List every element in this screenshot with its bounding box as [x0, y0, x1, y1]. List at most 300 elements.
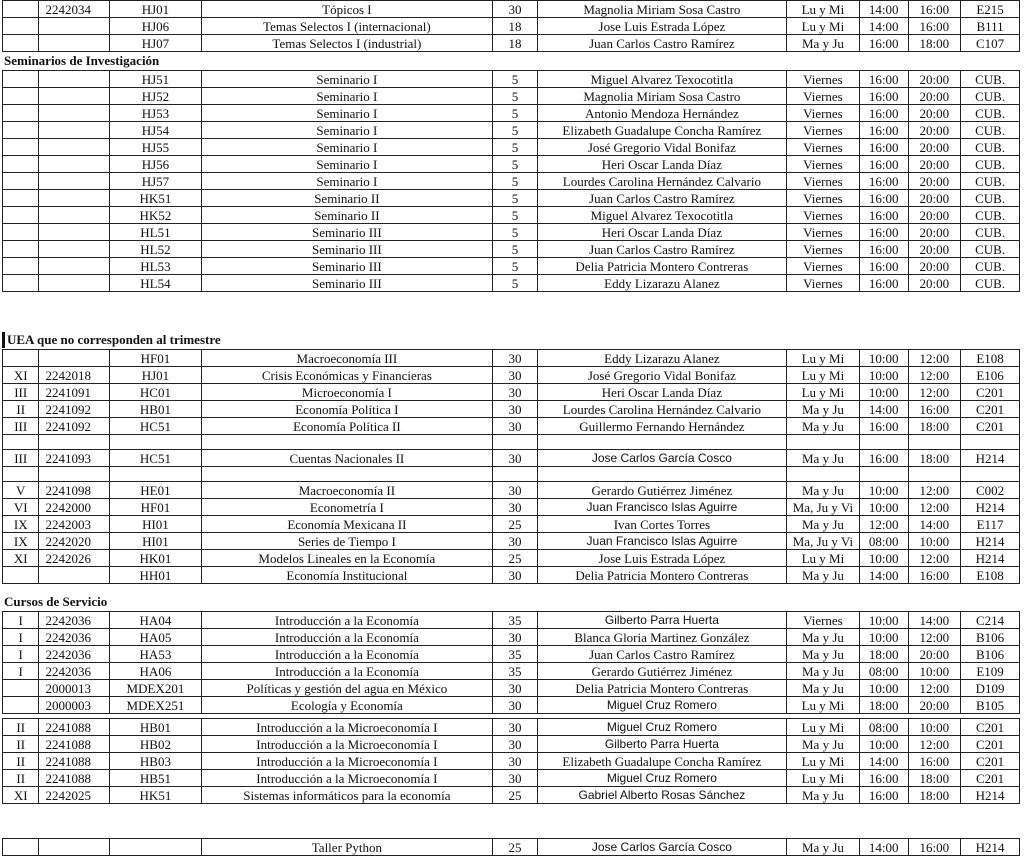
cell-end: 20:00: [908, 156, 961, 173]
cell-name: [201, 467, 493, 482]
cell-prof: Magnolia Miriam Sosa Castro: [537, 1, 786, 18]
cell-room: C201: [961, 719, 1020, 736]
table-row: [3, 224, 1020, 241]
cell-room: E108: [961, 567, 1020, 584]
cell-grp: HJ57: [110, 173, 201, 190]
cell-name: Economía Institucional: [201, 567, 493, 584]
cell-name: Temas Selectos I (internacional): [201, 18, 493, 35]
cell-cap: [493, 435, 538, 450]
cell-prof: Jose Luis Estrada López: [537, 550, 786, 567]
cell-prof: Miguel Cruz Romero: [537, 770, 786, 787]
table-row: [3, 173, 1020, 190]
cell-prof: Gerardo Gutiérrez Jiménez: [537, 482, 786, 499]
cell-name: Macroeconomía II: [201, 482, 493, 499]
cell-lvl: I: [3, 612, 39, 629]
cell-room: E108: [961, 350, 1020, 367]
cell-grp: HA06: [110, 663, 201, 680]
cell-start: 16:00: [859, 105, 908, 122]
cell-room: [961, 467, 1020, 482]
cell-prof: Juan Francisco Islas Aguirre: [537, 499, 786, 516]
cell-lvl: XI: [3, 367, 39, 384]
table-row: [3, 719, 1020, 736]
cell-prof: Jose Luis Estrada López: [537, 18, 786, 35]
table-row: [3, 663, 1020, 680]
table-row: [3, 71, 1020, 88]
cell-end: 20:00: [908, 88, 961, 105]
table-row: [3, 516, 1020, 533]
seminars-table: [2, 70, 1020, 292]
cell-start: 10:00: [859, 629, 908, 646]
cell-prof: Gerardo Gutiérrez Jiménez: [537, 663, 786, 680]
table-row: [3, 533, 1020, 550]
cell-prof: José Gregorio Vidal Bonifaz: [537, 139, 786, 156]
cell-room: C002: [961, 482, 1020, 499]
cell-days: Viernes: [786, 258, 859, 275]
cell-days: Viernes: [786, 156, 859, 173]
cell-grp: HJ06: [110, 18, 201, 35]
cell-days: Ma y Ju: [786, 35, 859, 52]
cell-key: [39, 435, 110, 450]
cell-prof: Miguel Alvarez Texocotitla: [537, 71, 786, 88]
cell-end: 12:00: [908, 384, 961, 401]
table-row: [3, 207, 1020, 224]
cell-key: [39, 18, 110, 35]
cell-lvl: III: [3, 384, 39, 401]
cell-grp: HJ07: [110, 35, 201, 52]
cell-cap: 18: [493, 35, 538, 52]
cell-name: Modelos Lineales en la Economía: [201, 550, 493, 567]
cell-end: 18:00: [908, 450, 961, 467]
cell-room: C201: [961, 384, 1020, 401]
cell-days: Viernes: [786, 173, 859, 190]
cell-name: Seminario III: [201, 241, 493, 258]
cell-days: Ma y Ju: [786, 418, 859, 435]
cell-grp: HJ01: [110, 1, 201, 18]
cell-key: [39, 156, 110, 173]
cell-end: 18:00: [908, 787, 961, 804]
cell-lvl: [3, 275, 39, 292]
cell-days: Lu y Mi: [786, 719, 859, 736]
cell-days: Lu y Mi: [786, 384, 859, 401]
cell-end: 20:00: [908, 207, 961, 224]
cell-start: 18:00: [859, 697, 908, 714]
cell-lvl: [3, 139, 39, 156]
cell-days: Ma y Ju: [786, 680, 859, 697]
cell-cap: 5: [493, 139, 538, 156]
cell-name: Seminario II: [201, 207, 493, 224]
cell-key: [39, 105, 110, 122]
cell-cap: 5: [493, 241, 538, 258]
cell-name: Seminario I: [201, 139, 493, 156]
cell-cap: 30: [493, 401, 538, 418]
cell-cap: 5: [493, 275, 538, 292]
cell-room: CUB.: [961, 156, 1020, 173]
cell-key: 2241088: [39, 753, 110, 770]
cell-cap: 5: [493, 258, 538, 275]
cell-days: Viernes: [786, 88, 859, 105]
table-row: [3, 190, 1020, 207]
cell-cap: 5: [493, 207, 538, 224]
cell-prof: Elizabeth Guadalupe Concha Ramírez: [537, 753, 786, 770]
table-row: [3, 567, 1020, 584]
cell-start: 16:00: [859, 156, 908, 173]
cell-name: Cuentas Nacionales II: [201, 450, 493, 467]
cell-prof: Eddy Lizarazu Alanez: [537, 275, 786, 292]
cell-start: 14:00: [859, 753, 908, 770]
cell-grp: HJ01: [110, 367, 201, 384]
python-workshop-table: [2, 838, 1020, 856]
cell-grp: HL52: [110, 241, 201, 258]
cell-cap: 5: [493, 88, 538, 105]
cell-cap: 30: [493, 1, 538, 18]
cell-lvl: [3, 1, 39, 18]
cell-start: 16:00: [859, 173, 908, 190]
cell-days: [786, 435, 859, 450]
cell-room: C201: [961, 770, 1020, 787]
table-row: [3, 122, 1020, 139]
cell-room: CUB.: [961, 224, 1020, 241]
cell-grp: [110, 839, 201, 856]
table-row: [3, 435, 1020, 450]
cell-prof: Juan Carlos Castro Ramírez: [537, 35, 786, 52]
table-row: [3, 88, 1020, 105]
cell-end: 12:00: [908, 736, 961, 753]
cell-name: Economía Política I: [201, 401, 493, 418]
cell-end: 20:00: [908, 71, 961, 88]
table-row: [3, 550, 1020, 567]
cell-days: Viernes: [786, 207, 859, 224]
cell-name: Seminario I: [201, 71, 493, 88]
cell-prof: Elizabeth Guadalupe Concha Ramírez: [537, 122, 786, 139]
cell-cap: 35: [493, 646, 538, 663]
cell-name: Econometría I: [201, 499, 493, 516]
cell-prof: Ivan Cortes Torres: [537, 516, 786, 533]
cell-days: Ma y Ju: [786, 839, 859, 856]
cell-name: Seminario I: [201, 156, 493, 173]
cell-room: CUB.: [961, 241, 1020, 258]
table-row: [3, 839, 1020, 856]
cell-room: C201: [961, 736, 1020, 753]
cell-grp: HJ55: [110, 139, 201, 156]
cell-end: 12:00: [908, 350, 961, 367]
cell-key: 2241088: [39, 770, 110, 787]
cell-room: E117: [961, 516, 1020, 533]
cell-grp: HK51: [110, 190, 201, 207]
cell-prof: Gabriel Alberto Rosas Sánchez: [537, 787, 786, 804]
cell-key: 2242026: [39, 550, 110, 567]
cell-start: 16:00: [859, 224, 908, 241]
cell-lvl: II: [3, 753, 39, 770]
cell-name: Introducción a la Economía: [201, 612, 493, 629]
cell-grp: HB02: [110, 736, 201, 753]
cell-room: C201: [961, 401, 1020, 418]
cell-name: Seminario I: [201, 122, 493, 139]
cell-name: Introducción a la Microeconomía I: [201, 770, 493, 787]
cell-prof: Juan Carlos Castro Ramírez: [537, 646, 786, 663]
cell-name: Políticas y gestión del agua en México: [201, 680, 493, 697]
cell-cap: 35: [493, 612, 538, 629]
cell-days: Ma y Ju: [786, 663, 859, 680]
cell-grp: HC51: [110, 450, 201, 467]
cell-cap: 5: [493, 122, 538, 139]
table-row: [3, 139, 1020, 156]
cell-cap: 25: [493, 550, 538, 567]
cell-key: 2241088: [39, 719, 110, 736]
cell-days: [786, 467, 859, 482]
cell-name: Crisis Económicas y Financieras: [201, 367, 493, 384]
cell-room: H214: [961, 533, 1020, 550]
cell-lvl: [3, 350, 39, 367]
cell-end: 20:00: [908, 173, 961, 190]
table-row: [3, 156, 1020, 173]
cell-days: Ma, Ju y Vi: [786, 499, 859, 516]
cell-prof: Miguel Alvarez Texocotitla: [537, 207, 786, 224]
cell-lvl: I: [3, 629, 39, 646]
table-row: [3, 753, 1020, 770]
cell-name: Seminario I: [201, 88, 493, 105]
cell-room: CUB.: [961, 258, 1020, 275]
top-course-table: [2, 0, 1020, 52]
cell-name: Introducción a la Economía: [201, 663, 493, 680]
cell-room: C201: [961, 753, 1020, 770]
cell-room: C107: [961, 35, 1020, 52]
cell-end: 14:00: [908, 516, 961, 533]
cell-name: Seminario III: [201, 224, 493, 241]
cell-name: Temas Selectos I (industrial): [201, 35, 493, 52]
table-row: [3, 105, 1020, 122]
cell-room: CUB.: [961, 88, 1020, 105]
cell-days: Viernes: [786, 275, 859, 292]
cell-start: 16:00: [859, 190, 908, 207]
cell-lvl: II: [3, 401, 39, 418]
table-row: [3, 241, 1020, 258]
cell-end: 18:00: [908, 35, 961, 52]
cell-days: Viernes: [786, 241, 859, 258]
cell-lvl: [3, 35, 39, 52]
cell-key: 2242034: [39, 1, 110, 18]
cell-start: 10:00: [859, 482, 908, 499]
table-row: [3, 697, 1020, 714]
cell-room: C214: [961, 612, 1020, 629]
cell-cap: 30: [493, 567, 538, 584]
cell-start: 14:00: [859, 567, 908, 584]
cell-end: 16:00: [908, 401, 961, 418]
cell-key: [39, 207, 110, 224]
cell-grp: HI01: [110, 516, 201, 533]
cell-start: 14:00: [859, 18, 908, 35]
cell-days: Viernes: [786, 190, 859, 207]
cell-prof: Jose Carlos García Cosco: [537, 450, 786, 467]
cell-key: [39, 224, 110, 241]
cell-prof: José Gregorio Vidal Bonifaz: [537, 367, 786, 384]
cell-cap: 5: [493, 190, 538, 207]
cell-name: Introducción a la Microeconomía I: [201, 719, 493, 736]
service-section-title: Cursos de Servicio: [4, 594, 108, 609]
cell-grp: HB01: [110, 719, 201, 736]
cell-cap: 25: [493, 787, 538, 804]
cell-prof: Miguel Cruz Romero: [537, 697, 786, 714]
cell-cap: 30: [493, 770, 538, 787]
cell-lvl: [3, 224, 39, 241]
cell-cap: 30: [493, 533, 538, 550]
table-row: [3, 367, 1020, 384]
cell-prof: Juan Francisco Islas Aguirre: [537, 533, 786, 550]
cell-end: 10:00: [908, 719, 961, 736]
cell-cap: 30: [493, 482, 538, 499]
cell-grp: HI01: [110, 533, 201, 550]
cell-room: D109: [961, 680, 1020, 697]
cell-lvl: I: [3, 663, 39, 680]
cell-grp: HF01: [110, 350, 201, 367]
cell-start: 18:00: [859, 646, 908, 663]
cell-start: 16:00: [859, 122, 908, 139]
cell-key: 2242036: [39, 663, 110, 680]
cell-room: H214: [961, 787, 1020, 804]
cell-name: Economía Política II: [201, 418, 493, 435]
cell-cap: 25: [493, 839, 538, 856]
cell-grp: HL54: [110, 275, 201, 292]
cell-start: 16:00: [859, 275, 908, 292]
cell-grp: HJ53: [110, 105, 201, 122]
cell-lvl: [3, 156, 39, 173]
cell-end: 12:00: [908, 367, 961, 384]
cell-name: Taller Python: [201, 839, 493, 856]
cell-days: Ma y Ju: [786, 736, 859, 753]
cell-cap: 18: [493, 18, 538, 35]
cell-cap: 30: [493, 418, 538, 435]
table-row: [3, 35, 1020, 52]
cell-prof: [537, 467, 786, 482]
cell-start: 16:00: [859, 207, 908, 224]
off-trimester-section-title: UEA que no corresponden al trimestre: [2, 332, 221, 348]
cell-lvl: III: [3, 418, 39, 435]
cell-grp: HL51: [110, 224, 201, 241]
cell-cap: 25: [493, 516, 538, 533]
cell-grp: HL53: [110, 258, 201, 275]
cell-grp: HA04: [110, 612, 201, 629]
cell-prof: Heri Oscar Landa Díaz: [537, 156, 786, 173]
cell-grp: MDEX251: [110, 697, 201, 714]
cell-days: Lu y Mi: [786, 697, 859, 714]
cell-name: Seminario I: [201, 105, 493, 122]
cell-prof: Delia Patricia Montero Contreras: [537, 258, 786, 275]
cell-start: 10:00: [859, 499, 908, 516]
cell-name: Sistemas informáticos para la economía: [201, 787, 493, 804]
cell-room: B105: [961, 697, 1020, 714]
cell-cap: 30: [493, 450, 538, 467]
cell-grp: HA53: [110, 646, 201, 663]
cell-prof: Eddy Lizarazu Alanez: [537, 350, 786, 367]
table-row: [3, 612, 1020, 629]
cell-prof: [537, 435, 786, 450]
table-row: [3, 18, 1020, 35]
cell-start: 16:00: [859, 787, 908, 804]
cell-cap: 5: [493, 224, 538, 241]
table-row: [3, 418, 1020, 435]
cell-days: Lu y Mi: [786, 350, 859, 367]
cell-end: [908, 435, 961, 450]
cell-grp: HE01: [110, 482, 201, 499]
cell-lvl: IX: [3, 533, 39, 550]
cell-key: [39, 173, 110, 190]
cell-lvl: [3, 467, 39, 482]
cell-cap: 5: [493, 71, 538, 88]
cell-end: 12:00: [908, 629, 961, 646]
cell-end: 10:00: [908, 663, 961, 680]
cell-lvl: [3, 88, 39, 105]
cell-key: 2242020: [39, 533, 110, 550]
table-row: [3, 770, 1020, 787]
cell-name: Seminario I: [201, 173, 493, 190]
cell-days: Lu y Mi: [786, 753, 859, 770]
cell-end: 12:00: [908, 550, 961, 567]
cell-room: CUB.: [961, 190, 1020, 207]
cell-start: 10:00: [859, 680, 908, 697]
cell-lvl: [3, 105, 39, 122]
cell-end: 12:00: [908, 499, 961, 516]
cell-start: 16:00: [859, 139, 908, 156]
cell-start: 10:00: [859, 550, 908, 567]
cell-cap: 30: [493, 753, 538, 770]
cell-room: E215: [961, 1, 1020, 18]
cell-name: Introducción a la Microeconomía I: [201, 753, 493, 770]
cell-grp: HC01: [110, 384, 201, 401]
cell-cap: 30: [493, 719, 538, 736]
cell-days: Ma y Ju: [786, 482, 859, 499]
cell-name: Seminario III: [201, 258, 493, 275]
cell-room: CUB.: [961, 173, 1020, 190]
table-row: [3, 350, 1020, 367]
cell-name: Macroeconomía III: [201, 350, 493, 367]
cell-room: CUB.: [961, 139, 1020, 156]
cell-days: Viernes: [786, 612, 859, 629]
cell-start: 16:00: [859, 71, 908, 88]
cell-days: Ma y Ju: [786, 629, 859, 646]
cell-cap: 30: [493, 367, 538, 384]
cell-room: CUB.: [961, 207, 1020, 224]
cell-end: 20:00: [908, 241, 961, 258]
cell-key: 2242003: [39, 516, 110, 533]
cell-lvl: IX: [3, 516, 39, 533]
cell-end: 18:00: [908, 418, 961, 435]
cell-room: [961, 435, 1020, 450]
cell-start: 10:00: [859, 384, 908, 401]
cell-room: CUB.: [961, 71, 1020, 88]
cell-days: Ma y Ju: [786, 646, 859, 663]
cell-key: [39, 35, 110, 52]
cell-grp: HK51: [110, 787, 201, 804]
cell-start: 16:00: [859, 35, 908, 52]
cell-grp: HJ56: [110, 156, 201, 173]
cell-cap: 30: [493, 499, 538, 516]
cell-cap: 30: [493, 350, 538, 367]
cell-lvl: V: [3, 482, 39, 499]
cell-cap: [493, 467, 538, 482]
cell-lvl: [3, 71, 39, 88]
table-row: [3, 482, 1020, 499]
cell-prof: Gilberto Parra Huerta: [537, 612, 786, 629]
cell-prof: Heri Oscar Landa Díaz: [537, 384, 786, 401]
cell-end: 20:00: [908, 258, 961, 275]
cell-room: H214: [961, 450, 1020, 467]
table-row: [3, 736, 1020, 753]
cell-start: 14:00: [859, 839, 908, 856]
cell-cap: 30: [493, 736, 538, 753]
cell-room: CUB.: [961, 105, 1020, 122]
cell-key: 2241098: [39, 482, 110, 499]
cell-prof: Gilberto Parra Huerta: [537, 736, 786, 753]
cell-key: 2000003: [39, 697, 110, 714]
